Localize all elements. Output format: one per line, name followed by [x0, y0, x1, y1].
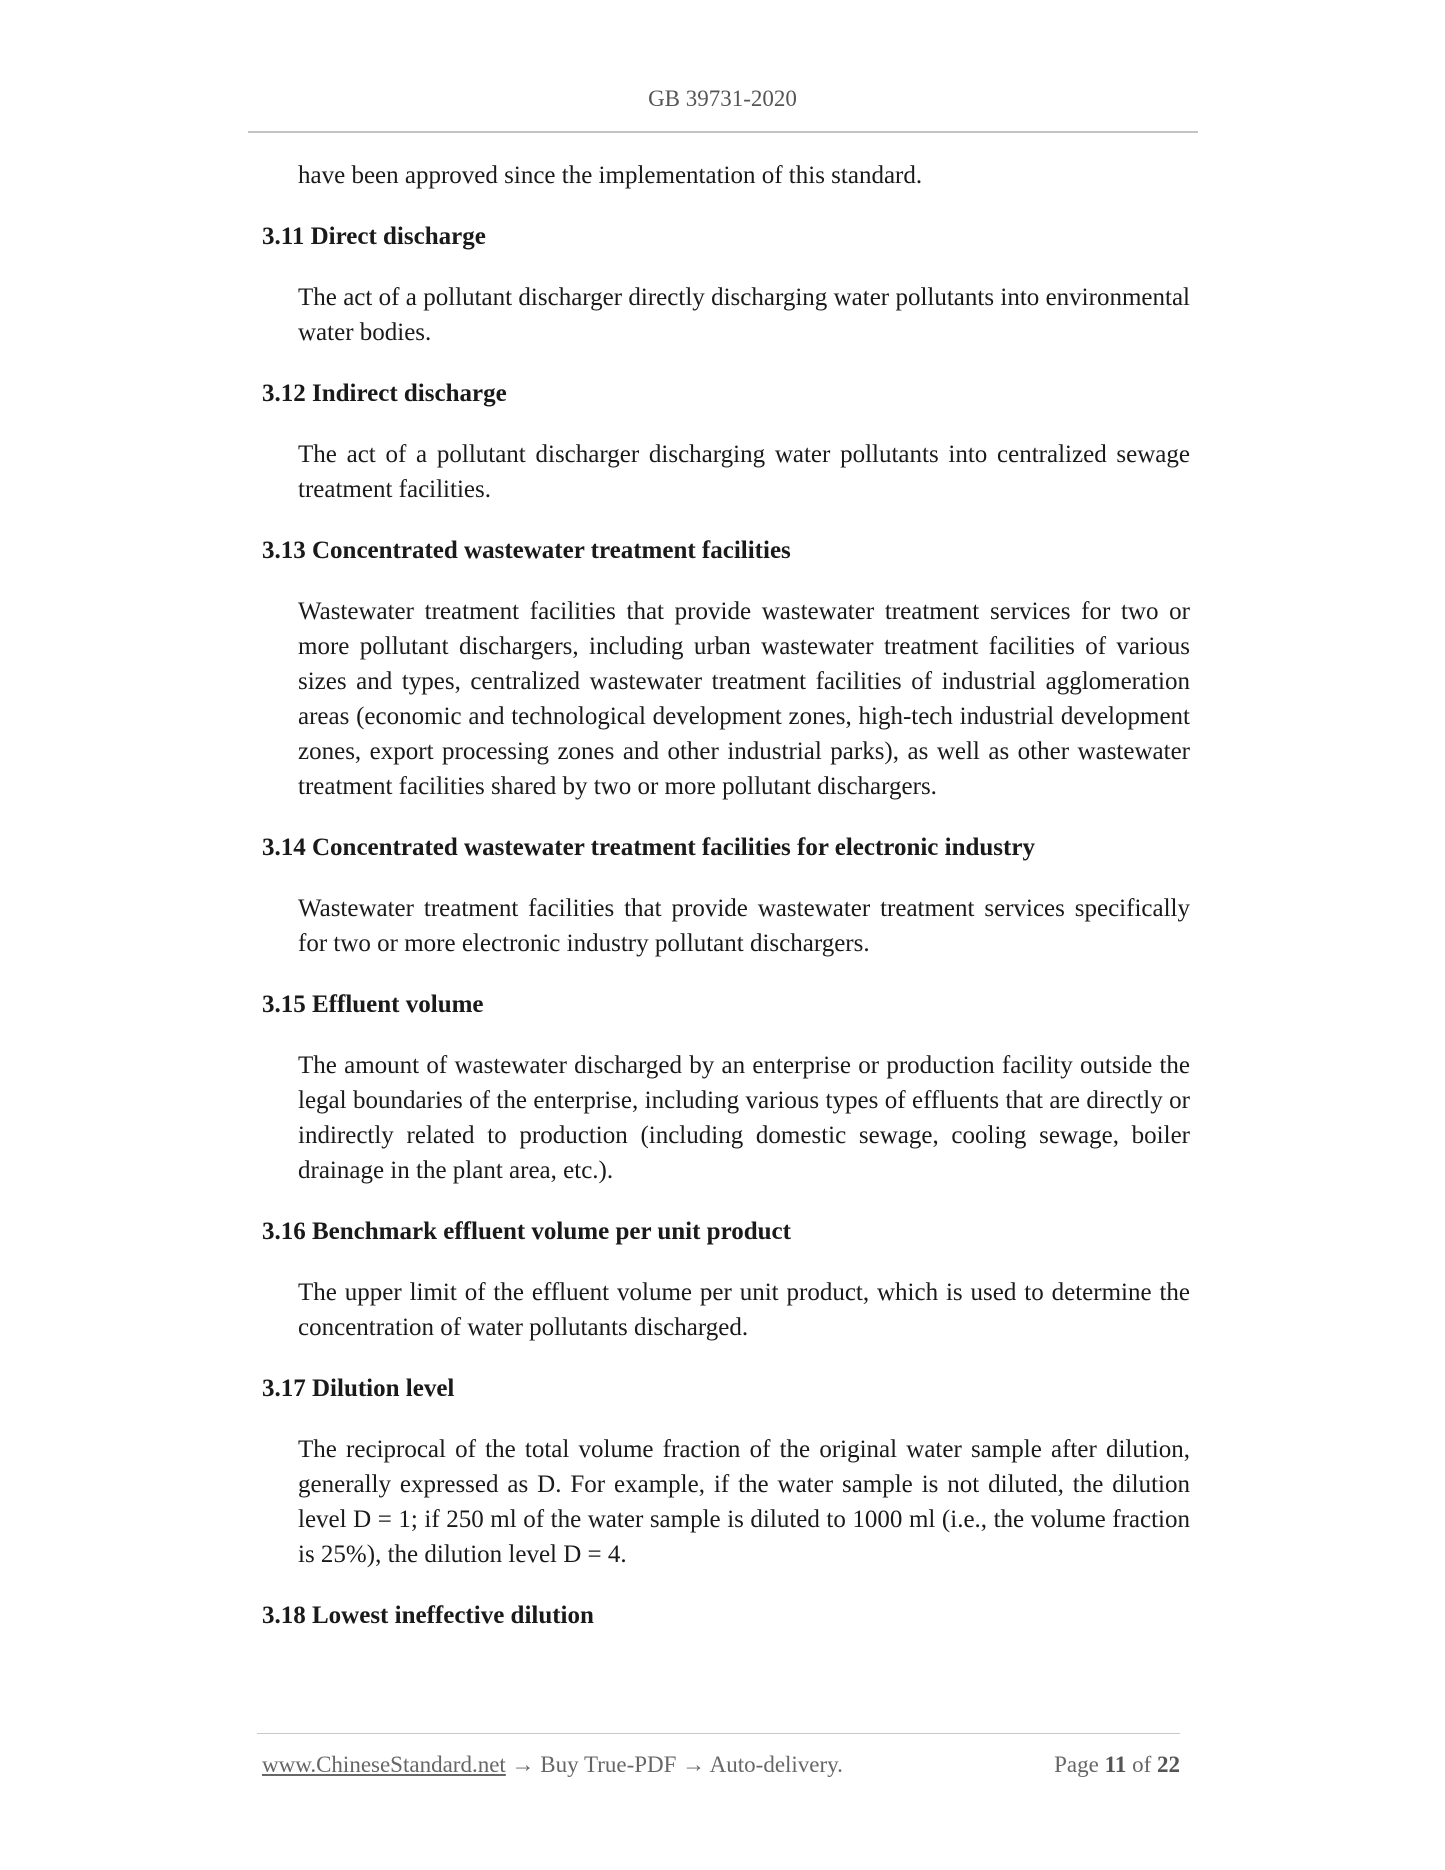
section-3-12 [262, 376, 1190, 507]
term-heading: 3.15 Effluent volume [262, 991, 484, 1018]
footer-promo [262, 1752, 843, 1778]
section-3-13 [262, 533, 1190, 804]
term-definition: The reciprocal of the total volume fraction of the original water sample after dilution, generally expressed as D. For example, if the water sample is not diluted, the dilution level D = 1; if 250 ml of the water sample is diluted to 1000 ml (i.e., the volume fraction is 25%), the dilution level D = 4. [298, 1436, 1190, 1568]
term-definition: The act of a pollutant discharger directly discharging water pollutants into environmental water bodies. [298, 284, 1190, 346]
term-definition: Wastewater treatment facilities that provide wastewater treatment services specifically for two or more electronic industry pollutant dischargers. [298, 895, 1190, 957]
of-label: of [1132, 1752, 1152, 1777]
header-divider [248, 131, 1198, 133]
document-body [262, 158, 1190, 1659]
total-page-count: 22 [1157, 1752, 1180, 1777]
website-link[interactable]: www.ChineseStandard.net [262, 1752, 506, 1777]
term-definition: Wastewater treatment facilities that provide wastewater treatment services for two or more pollutant dischargers, including urban wastewater treatment facilities of various sizes and types, centralized wastewater treatment facilities of industrial agglomeration areas (economic and technological development zones, high-tech industrial development zones, export processing zones and other industrial parks), as well as other wastewater treatment facilities shared by two or more pollutant dischargers. [298, 598, 1190, 800]
term-heading: 3.12 Indirect discharge [262, 380, 507, 407]
section-3-11 [262, 219, 1190, 350]
continuation-paragraph: have been approved since the implementation of this standard. [298, 162, 923, 189]
term-definition: The upper limit of the effluent volume per unit product, which is used to determine the concentration of water pollutants discharged. [298, 1279, 1190, 1341]
term-definition: The amount of wastewater discharged by an enterprise or production facility outside the legal boundaries of the enterprise, including various types of effluents that are directly or indirectly related to production (including domestic sewage, cooling sewage, boiler drainage in the plant area, etc.). [298, 1052, 1190, 1184]
section-3-15 [262, 987, 1190, 1188]
document-header: GB 39731-2020 [648, 86, 797, 111]
page-label: Page [1054, 1752, 1099, 1777]
section-3-17 [262, 1371, 1190, 1572]
footer-nav-text: → Buy True-PDF → Auto-delivery. [505, 1752, 843, 1777]
page-indicator [1054, 1752, 1180, 1778]
section-3-16 [262, 1214, 1190, 1345]
term-heading: 3.16 Benchmark effluent volume per unit product [262, 1218, 791, 1245]
section-3-14 [262, 830, 1190, 961]
footer-divider [257, 1733, 1180, 1734]
term-definition: The act of a pollutant discharger discharging water pollutants into centralized sewage treatment facilities. [298, 441, 1190, 503]
term-heading: 3.11 Direct discharge [262, 223, 486, 250]
term-heading: 3.17 Dilution level [262, 1375, 455, 1402]
term-heading: 3.14 Concentrated wastewater treatment facilities for electronic industry [262, 834, 1035, 861]
section-3-18 [262, 1598, 1190, 1633]
term-heading: 3.18 Lowest ineffective dilution [262, 1602, 594, 1629]
current-page-number: 11 [1104, 1752, 1127, 1777]
term-heading: 3.13 Concentrated wastewater treatment facilities [262, 537, 791, 564]
